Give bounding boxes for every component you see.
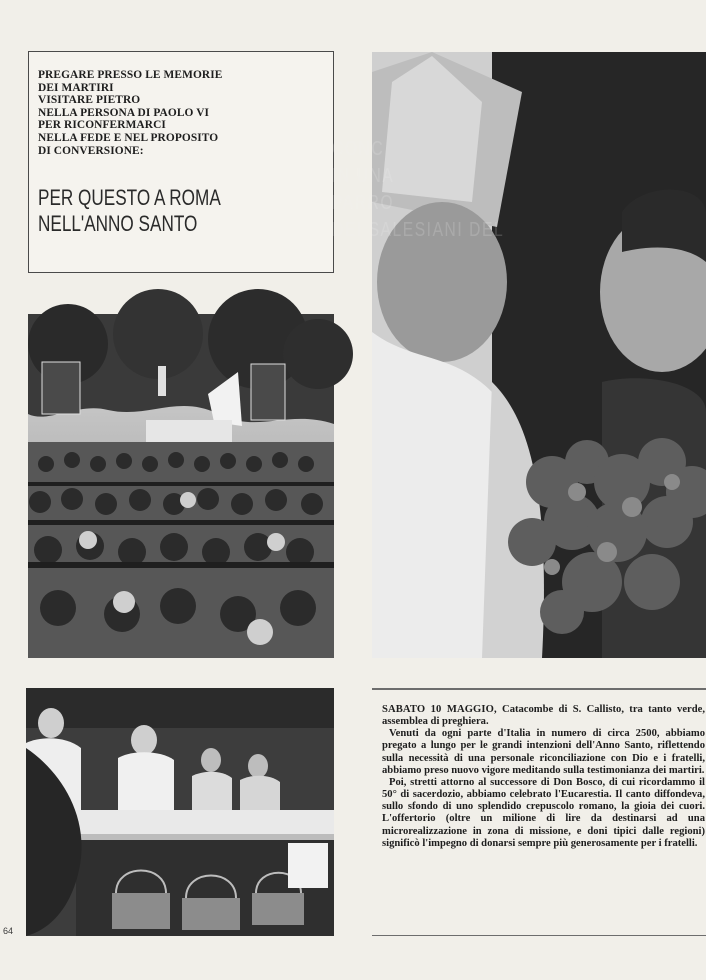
outdoor-assembly-image: [28, 314, 334, 658]
article-text: [382, 704, 705, 850]
intro-line: NELLA FEDE E NEL PROPOSITO: [38, 131, 219, 144]
intro-line: DI CONVERSIONE:: [38, 144, 144, 157]
intro-box: [28, 51, 334, 273]
article-bottom-rule: [372, 935, 706, 936]
show-through-line: IN UNA: [332, 165, 395, 187]
intro-line: PREGARE PRESSO LE MEMORIE: [38, 69, 223, 81]
article-lead-rest: Catacombe di S. Callisto, tra tanto verde, assemblea di preghiera.: [382, 704, 705, 728]
intro-line: PER RICONFERMARCI: [38, 119, 166, 132]
show-through-text: [332, 136, 504, 244]
article-paragraph: Venuti da ogni parte d'Italia in numero di circa 2500, abbiamo pregato a lungo per le grandi intenzioni dell'Anno Santo, riflettendo sulla necessità di una personale riconciliazione con Dio e i fratelli, abbiamo preso nuovo vigore meditando sulla testimonianza dei martiri.: [382, 728, 705, 776]
intro-line: DEI MARTIRI: [38, 81, 114, 94]
headline-line: NELL'ANNO SANTO: [38, 211, 198, 236]
article-paragraph: [382, 704, 705, 728]
intro-line: VISITARE PIETRO: [38, 94, 141, 107]
article-paragraph: Poi, stretti attorno al successore di Don Bosco, di cui ricordammo il 50° di sacerdozio, abbiamo celebrato l'Eucarestia. Il canto diffondeva, sullo sfondo di uno splendido crepuscolo romano, la gioia dei cuori. L'offertorio (oltre un milione di lire da destinarsi ad una microrealizzazione in zona di missione, e doni tipici dalle regioni) significò l'impegno di donarsi sempre più generosamente per i fratelli.: [382, 776, 705, 849]
intro-text: [38, 69, 328, 157]
show-through-line: CONC: [332, 138, 385, 160]
article-lead: SABATO 10 MAGGIO,: [382, 704, 497, 715]
cardinal-greeting-photo: [332, 52, 706, 658]
show-through-line: PARRO: [332, 192, 395, 214]
headline: [38, 185, 221, 237]
intro-line: NELLA PERSONA DI PAOLO VI: [38, 106, 210, 119]
headline-line: PER QUESTO A ROMA: [38, 185, 221, 210]
altar-mass-photo: [26, 688, 334, 936]
outdoor-assembly-photo: [28, 314, 334, 658]
altar-mass-image: [26, 688, 334, 936]
article-top-rule: [372, 688, 706, 690]
show-through-line: DEI SALESIANI DEL: [332, 219, 505, 241]
page-number: 64: [3, 926, 14, 936]
